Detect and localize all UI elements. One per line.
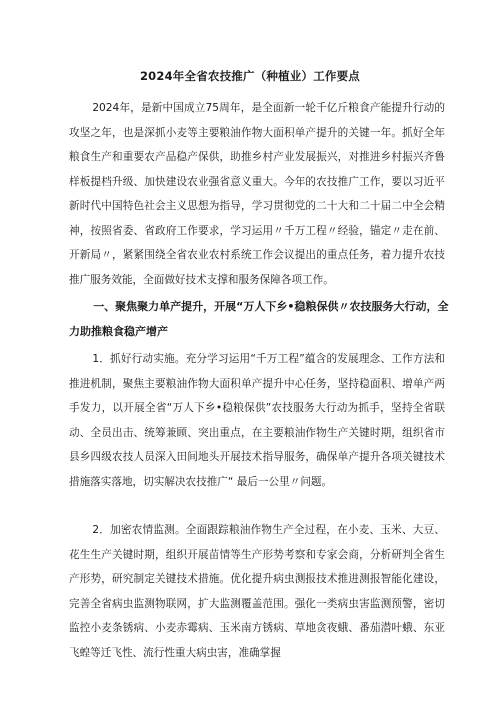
section-heading-text: 一、聚焦聚力单产提升，开展“万人下乡•稳粮保供〃农技服务大行动，全力助推粮食稳产增产: [69, 300, 449, 338]
section-heading: [69, 294, 449, 344]
item-2-paragraph: [69, 518, 445, 665]
item-2-text: 2．加密农情监测。全面跟踪粮油作物生产全过程，在小麦、玉米、大豆、花生生产关键时期，组织开展苗情等生产形势考察和专家会商，分析研判全省生产形势，研究制定关键技术措施。优化提升病虫测报技术推进测报智能化建设，完善全省病虫监测物联网，扩大监测覆盖范围。强化一类病虫害监测预警，密切监控小麦条锈病、小麦赤霉病、玉米南方锈病、草地贪夜蛾、番茄潜叶蛾、东亚飞蝗等迁飞性、流行性重大病虫害，准确掌握: [69, 524, 445, 659]
item-1-text: 1．抓好行动实施。充分学习运用“千万工程”蕴含的发展理念、工作方法和推进机制，聚焦主要粮油作物大面积单产提升中心任务，坚持稳面积、增单产两手发力，以开展全省“万人下乡•稳粮保供”农技服务大行动为抓手，坚持全省联动、全员出击、统筹兼顾、突出重点，在主要粮油作物生产关键时期，组织省市县乡四级农技人员深入田间地头开展技术指导服务，确保单产提升各项关键技术措施落实落地，切实解决农技推广“ 最后一公里〃问题。: [69, 353, 445, 488]
item-1-paragraph: [69, 347, 445, 494]
intro-text: 2024年，是新中国成立75周年，是全面新一轮千亿斤粮食产能提升行动的攻坚之年，也是深抓小麦等主要粮油作物大面积单产提升的关键一年。抓好全年粮食生产和重要农产品稳产保供，助推乡村产业发展振兴，对推进乡村振兴齐鲁样板提档升级、加快建设农业强省意义重大。今年的农技推广工作，要以习近平新时代中国特色社会主义思想为指导，学习贯彻党的二十大和二十届二中全会精神，按照省委、省政府工作要求，学习运用〃千万工程〃经验，锚定〃走在前、开新局〃，紧紧围绕全省农业农村系统工作会议提出的重点任务，着力提升农技推广服务效能，全面做好技术支撑和服务保障各项工作。: [69, 102, 445, 286]
intro-paragraph: [69, 96, 445, 292]
document-title: 2024年全省农技推广（种植业）工作要点: [139, 69, 360, 83]
